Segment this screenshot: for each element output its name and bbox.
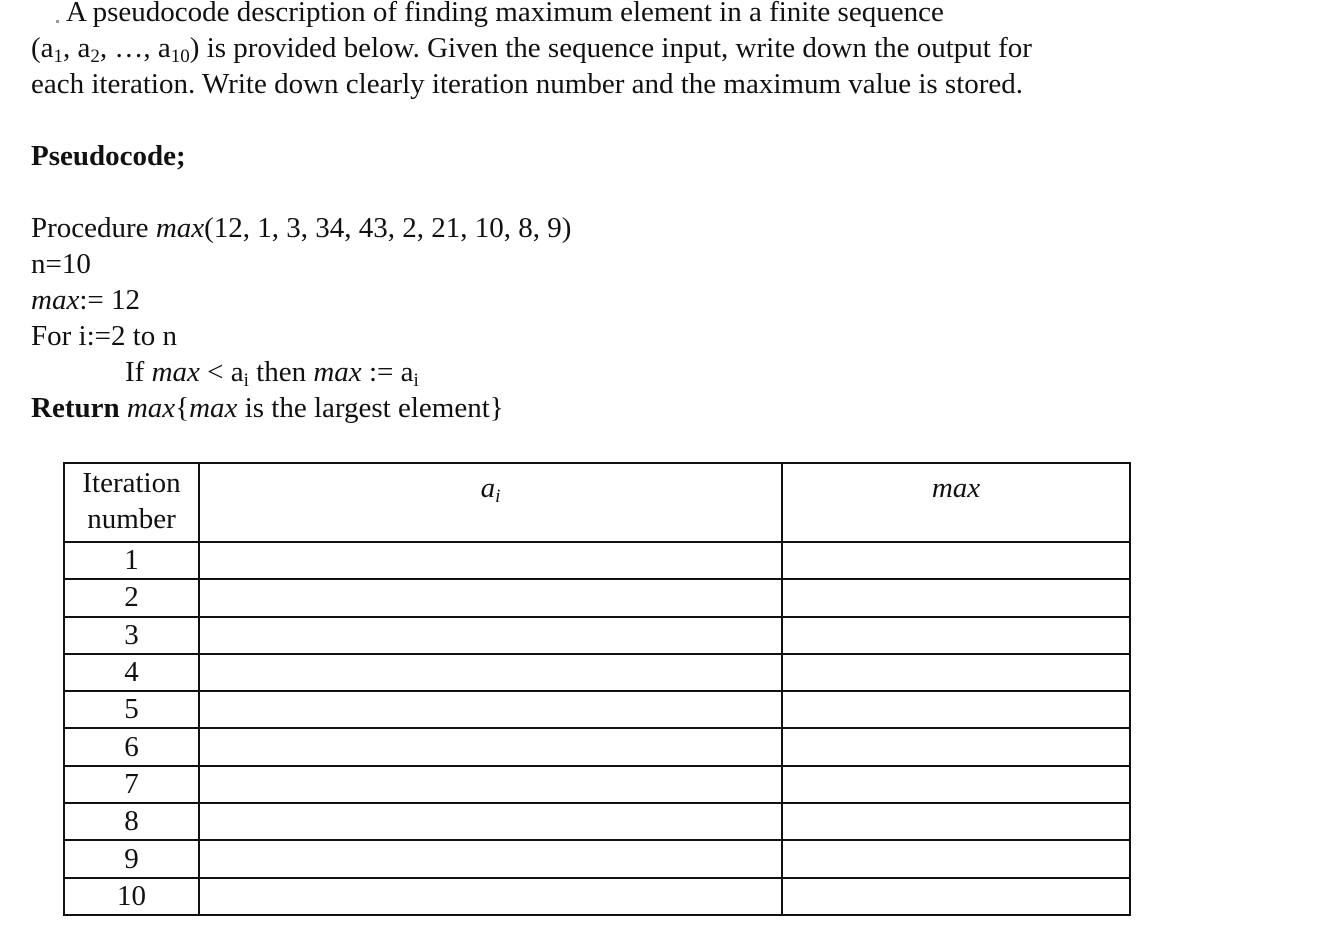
if-compare: < a [199,356,244,388]
if-line [125,354,419,390]
header-iteration-line-1: Iteration [82,467,181,499]
stray-dot-mark [56,20,59,23]
table-row [64,728,1130,765]
table-row [64,803,1130,840]
max-cell[interactable] [782,766,1130,803]
iteration-cell: 7 [64,766,199,803]
return-brace: { [175,392,190,424]
max-cell[interactable] [782,878,1130,915]
procedure-args: (12, 1, 3, 34, 43, 2, 21, 10, 8, 9) [204,212,572,244]
seq-sep-1: , a [63,32,91,64]
header-ai-sub: i [495,486,501,507]
header-ai-base: a [480,472,496,504]
iteration-cell: 1 [64,542,199,579]
for-line [31,318,177,354]
table-row [64,878,1130,915]
max-cell[interactable] [782,542,1130,579]
iteration-cell: 2 [64,579,199,616]
if-keyword: If [125,356,152,388]
init-var: max [31,284,80,316]
seq-sep-2: , …, a [99,32,171,64]
max-cell[interactable] [782,654,1130,691]
iteration-cell: 3 [64,617,199,654]
intro-line-3-text: each iteration. Write down clearly iteration number and the maximum value is stored. [31,68,1024,100]
max-cell[interactable] [782,617,1130,654]
ai-cell[interactable] [199,542,782,579]
intro-line-1 [66,0,944,30]
return-var: max [119,392,176,424]
table-row [64,617,1130,654]
seq-sub-1: 1 [53,46,64,67]
iteration-cell: 5 [64,691,199,728]
if-sub-2: i [413,370,419,391]
ai-cell[interactable] [199,691,782,728]
max-cell[interactable] [782,803,1130,840]
max-cell[interactable] [782,840,1130,877]
seq-open: (a [31,32,54,64]
n-line [31,246,91,282]
if-var-1: max [151,356,200,388]
return-var-2: max [189,392,238,424]
intro-line-3 [31,66,1023,102]
table-header-row [64,463,1130,542]
seq-rest: ) is provided below. Given the sequence input, write down the output for [189,32,1032,64]
ai-cell[interactable] [199,654,782,691]
return-comment: is the largest element} [237,392,504,424]
intro-line-2 [31,30,1032,66]
ai-cell[interactable] [199,878,782,915]
table-row [64,654,1130,691]
max-cell[interactable] [782,579,1130,616]
for-line-text: For i:=2 to n [31,320,178,352]
iteration-cell: 9 [64,840,199,877]
table-row [64,691,1130,728]
if-then: then [248,356,314,388]
iteration-table [63,462,1131,916]
max-cell[interactable] [782,691,1130,728]
return-keyword: Return [31,392,120,424]
ai-cell[interactable] [199,728,782,765]
n-line-text: n=10 [31,248,91,280]
ai-cell[interactable] [199,840,782,877]
seq-sub-3: 10 [170,46,190,67]
table-row [64,579,1130,616]
header-iteration-line-2: number [87,503,176,535]
seq-sub-2: 2 [90,46,100,67]
header-iteration-number [64,463,199,542]
init-rest: := 12 [79,284,140,316]
procedure-line [31,210,571,246]
ai-cell[interactable] [199,579,782,616]
iteration-cell: 6 [64,728,199,765]
if-var-2: max [313,356,362,388]
iteration-cell: 4 [64,654,199,691]
pseudocode-heading [31,138,186,174]
table-row [64,766,1130,803]
pseudocode-heading-text: Pseudocode; [31,140,186,172]
intro-line-1-text: A pseudocode description of finding maximum element in a finite sequence [66,0,944,28]
iteration-cell: 10 [64,878,199,915]
procedure-name: max [155,212,205,244]
max-cell[interactable] [782,728,1130,765]
return-line [31,390,504,426]
ai-cell[interactable] [199,766,782,803]
procedure-keyword: Procedure [31,212,156,244]
if-sub-1: i [243,370,249,391]
iteration-cell: 8 [64,803,199,840]
header-max-text: max [931,472,981,504]
header-ai [199,463,782,542]
ai-cell[interactable] [199,617,782,654]
table-row [64,840,1130,877]
ai-cell[interactable] [199,803,782,840]
table-row [64,542,1130,579]
if-assign: := a [361,356,414,388]
init-line [31,282,140,318]
header-max [782,463,1130,542]
